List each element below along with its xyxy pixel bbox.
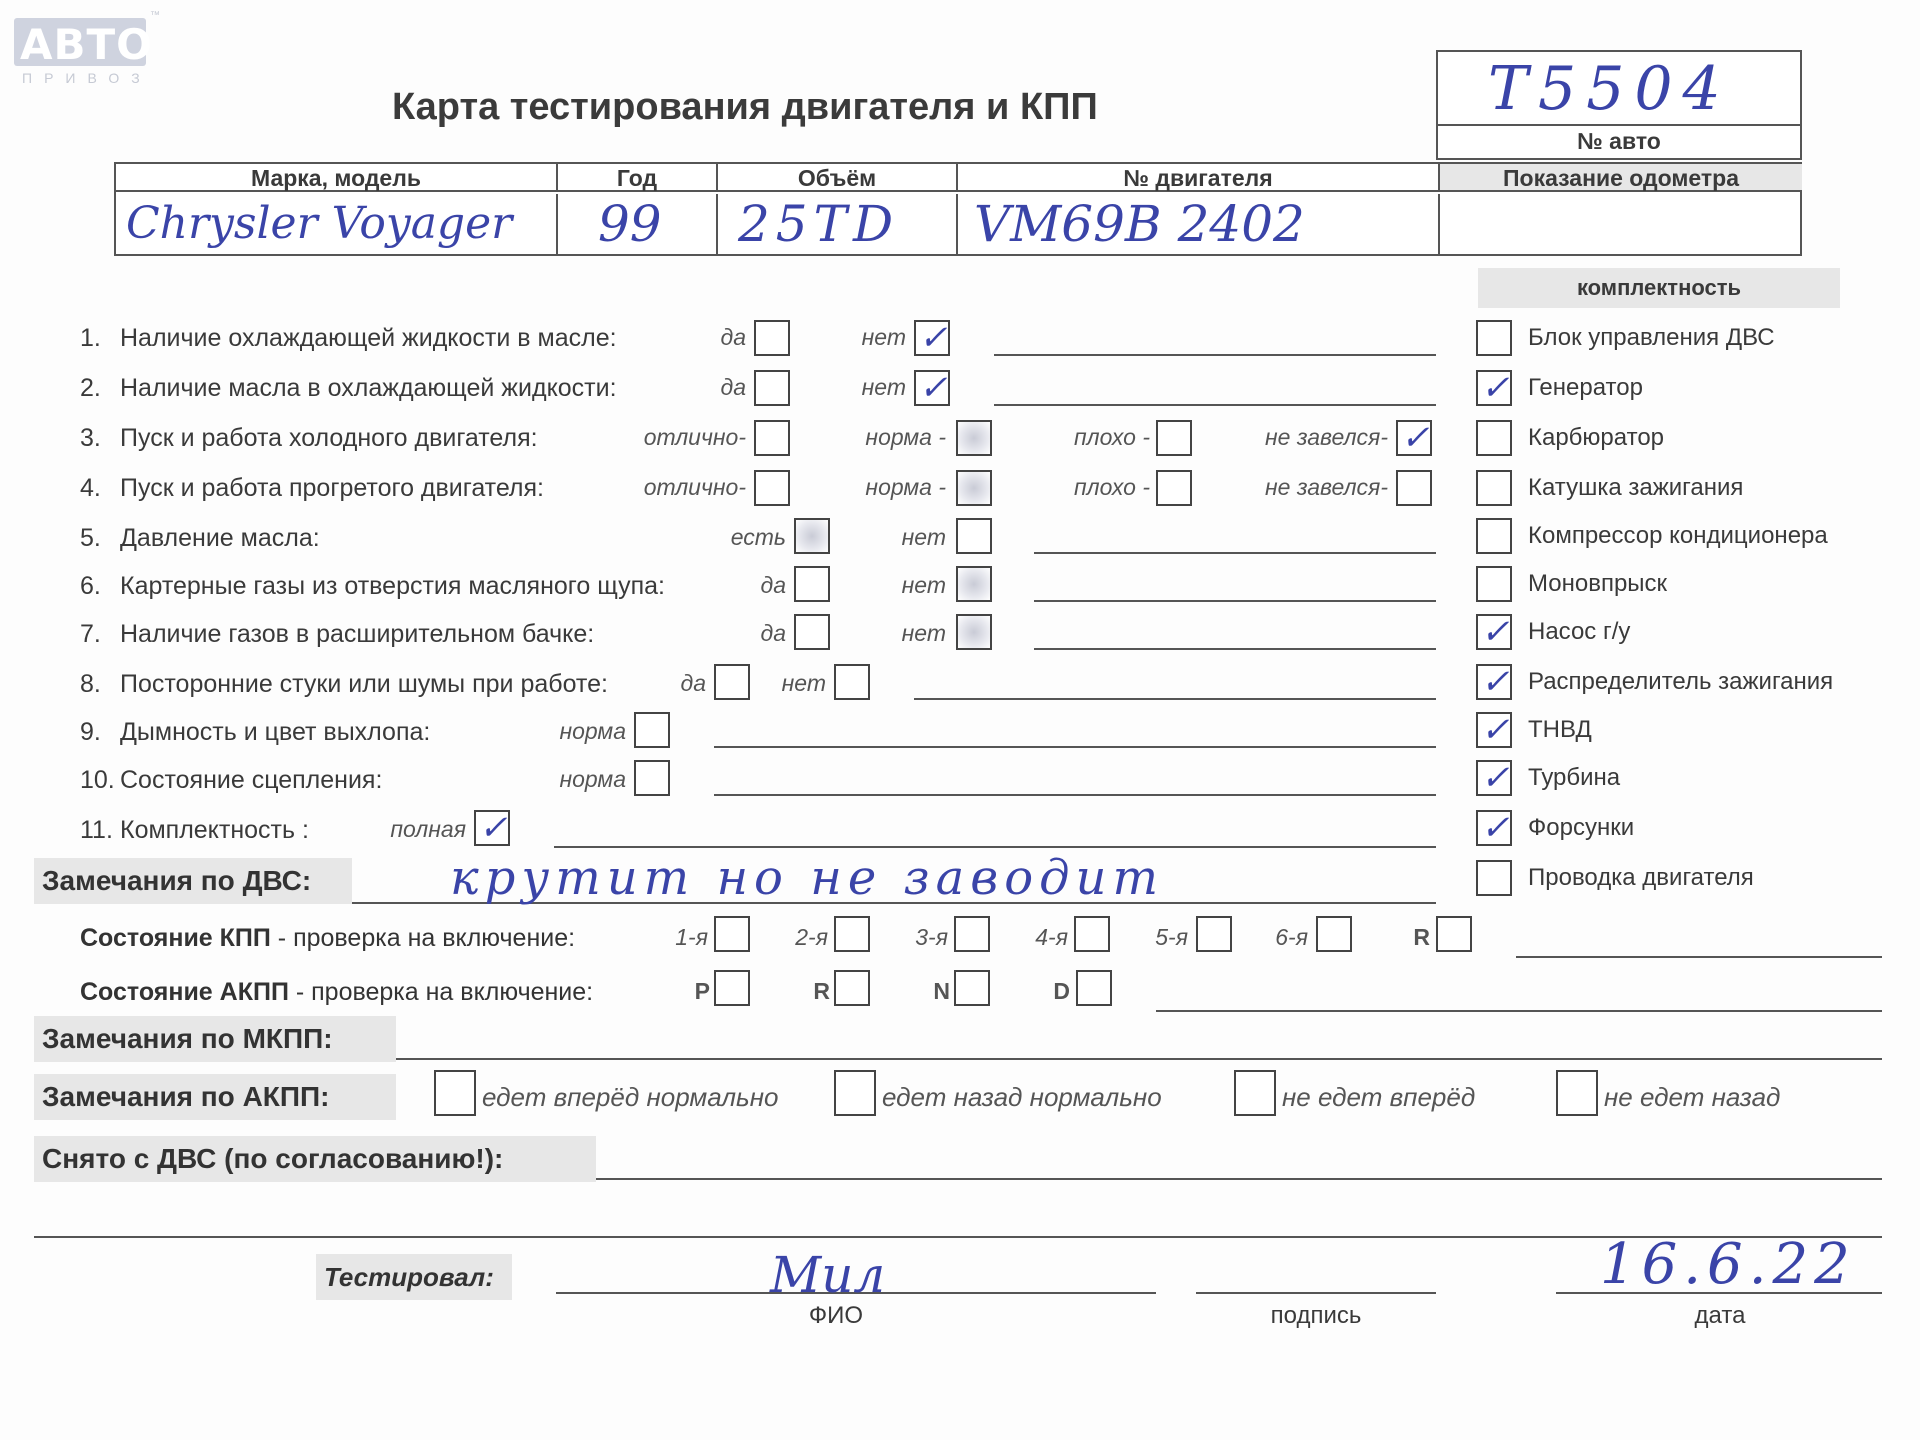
- kpp-label-bold: Состояние КПП: [80, 924, 271, 952]
- kpp-gear-3-checkbox[interactable]: [954, 916, 990, 952]
- kompl-ps-pump-label: Насос г/у: [1528, 618, 1631, 645]
- kpp-gear-5-checkbox[interactable]: [1196, 916, 1232, 952]
- col-volume: Объём: [718, 164, 958, 192]
- volume-value: 25TD: [718, 194, 958, 254]
- q3-opt-normal: норма -: [865, 424, 946, 450]
- car-number-box: [1436, 50, 1802, 160]
- kompl-distributor-label: Распределитель зажигания: [1528, 668, 1834, 695]
- q7-opt-yes: да: [760, 620, 786, 646]
- kompl-ac-compressor-checkbox[interactable]: [1476, 518, 1512, 554]
- kompl-wiring-label: Проводка двигателя: [1528, 864, 1754, 891]
- q1-opt-no: нет: [861, 324, 906, 350]
- kompl-carburetor-label: Карбюратор: [1528, 424, 1665, 451]
- q2-opt-no: нет: [861, 374, 906, 400]
- kompl-tnvd-checkbox[interactable]: [1476, 712, 1512, 748]
- odometer-value: [1440, 194, 1802, 254]
- kpp-gear-4-label: 4-я: [1035, 924, 1068, 950]
- kompl-header: комплектность: [1478, 268, 1840, 308]
- q3-opt-excellent: отлично-: [643, 424, 746, 450]
- q2-opt-yes: да: [720, 374, 746, 400]
- q8-note-line: [914, 698, 1436, 700]
- q3-opt-nostart: не завелся-: [1264, 424, 1388, 450]
- q8-opt-no: нет: [781, 670, 826, 696]
- car-number-line: [1438, 124, 1800, 126]
- kompl-carburetor-checkbox[interactable]: [1476, 420, 1512, 456]
- q6-opt-yes: да: [760, 572, 786, 598]
- q3-normal-checkbox[interactable]: [956, 420, 992, 456]
- check-mark-icon: ✓: [479, 808, 508, 848]
- q4-opt-nostart: не завелся-: [1264, 474, 1388, 500]
- q5-note-line: [1034, 552, 1436, 554]
- kompl-wiring-checkbox[interactable]: [1476, 860, 1512, 896]
- kpp-label: [80, 924, 575, 953]
- kompl-turbo-checkbox[interactable]: [1476, 760, 1512, 796]
- date-value: 16.6.22: [1600, 1232, 1856, 1297]
- q10-opt-normal: норма: [559, 766, 626, 792]
- logo: [14, 18, 153, 86]
- akpp-gear-p-label: P: [694, 978, 710, 1004]
- akpp-label-bold: Состояние АКПП: [80, 978, 289, 1006]
- fio-signature: Мил: [770, 1246, 886, 1304]
- col-year: Год: [558, 164, 718, 192]
- kpp-gear-r-checkbox[interactable]: [1436, 916, 1472, 952]
- akpp-gear-p-checkbox[interactable]: [714, 970, 750, 1006]
- q5-text: Давление масла:: [120, 524, 320, 552]
- q7-opt-no: нет: [901, 620, 946, 646]
- kompl-ignition-coil-checkbox[interactable]: [1476, 470, 1512, 506]
- q1-no-checkbox[interactable]: [914, 320, 950, 356]
- q1-opt-yes: да: [720, 324, 746, 350]
- removed-label: Снято с ДВС (по согласованию!):: [34, 1136, 596, 1182]
- kompl-turbo-label: Турбина: [1528, 764, 1621, 791]
- akpp-backward-ok-checkbox[interactable]: [834, 1070, 876, 1116]
- q4-excellent-checkbox[interactable]: [754, 470, 790, 506]
- q8-number: 8.: [80, 670, 101, 698]
- make-model-value: Chrysler Voyager: [116, 194, 558, 254]
- date-caption: дата: [1694, 1302, 1746, 1329]
- q8-opt-yes: да: [680, 670, 706, 696]
- kompl-generator-label: Генератор: [1528, 374, 1643, 401]
- check-mark-icon: ✓: [1401, 418, 1430, 458]
- logo-main-text: АВТО: [20, 20, 153, 69]
- q11-full-checkbox[interactable]: [474, 810, 510, 846]
- kompl-distributor-checkbox[interactable]: [1476, 664, 1512, 700]
- kompl-ecu-checkbox[interactable]: [1476, 320, 1512, 356]
- kompl-ecu-label: Блок управления ДВС: [1528, 324, 1775, 351]
- kpp-gear-2-label: 2-я: [795, 924, 828, 950]
- q9-normal-checkbox[interactable]: [634, 712, 670, 748]
- q2-note-line: [994, 404, 1436, 406]
- q10-normal-checkbox[interactable]: [634, 760, 670, 796]
- q6-yes-checkbox[interactable]: [794, 566, 830, 602]
- check-mark-icon: ✓: [919, 368, 948, 408]
- q5-yes-checkbox[interactable]: [794, 518, 830, 554]
- q8-text: Посторонние стуки или шумы при работе:: [120, 670, 608, 698]
- q1-yes-checkbox[interactable]: [754, 320, 790, 356]
- kpp-label-rest: - проверка на включение:: [270, 924, 576, 952]
- engine-no-value: VM69B 2402: [958, 194, 1440, 254]
- q6-no-checkbox[interactable]: [956, 566, 992, 602]
- akpp-no-backward-label: не едет назад: [1604, 1082, 1781, 1112]
- kpp-gear-r-label: R: [1413, 924, 1430, 950]
- check-mark-icon: ✓: [1481, 758, 1510, 798]
- q1-number: 1.: [80, 324, 101, 352]
- q1-text: Наличие охлаждающей жидкости в масле:: [120, 324, 617, 352]
- q4-opt-normal: норма -: [865, 474, 946, 500]
- kpp-gear-4-checkbox[interactable]: [1074, 916, 1110, 952]
- q7-text: Наличие газов в расширительном бачке:: [120, 620, 595, 648]
- col-make-model: Марка, модель: [116, 164, 558, 192]
- akpp-no-backward-checkbox[interactable]: [1556, 1070, 1598, 1116]
- remarks-mkpp-label: Замечания по МКПП:: [34, 1016, 396, 1062]
- logo-sub-text: ПРИВОЗ: [22, 70, 152, 86]
- q10-note-line: [714, 794, 1436, 796]
- kpp-gear-5-label: 5-я: [1155, 924, 1188, 950]
- q11-number: 11.: [80, 816, 113, 844]
- q3-opt-bad: плохо -: [1074, 424, 1150, 450]
- q7-yes-checkbox[interactable]: [794, 614, 830, 650]
- q10-number: 10.: [80, 766, 115, 794]
- q11-opt-full: полная: [390, 816, 466, 842]
- col-odometer: Показание одометра: [1440, 164, 1802, 192]
- kpp-gear-3-label: 3-я: [915, 924, 948, 950]
- check-mark-icon: ✓: [1481, 612, 1510, 652]
- q9-text: Дымность и цвет выхлопа:: [120, 718, 431, 746]
- akpp-gear-d-label: D: [1053, 978, 1070, 1004]
- q5-opt-yes: есть: [730, 524, 786, 550]
- akpp-gear-r-label: R: [813, 978, 830, 1004]
- tested-label: Тестировал:: [324, 1262, 494, 1292]
- car-number-label: № авто: [1577, 128, 1661, 154]
- check-mark-icon: ✓: [1481, 662, 1510, 702]
- remarks-dvs-value: крутит но не заводит: [450, 850, 1164, 906]
- akpp-backward-ok-label: едет назад нормально: [882, 1082, 1162, 1112]
- q3-text: Пуск и работа холодного двигателя:: [120, 424, 538, 452]
- q4-nostart-checkbox[interactable]: [1396, 470, 1432, 506]
- q9-number: 9.: [80, 718, 101, 746]
- check-mark-icon: ✓: [1481, 808, 1510, 848]
- kpp-gear-6-label: 6-я: [1275, 924, 1308, 950]
- kompl-ignition-coil-label: Катушка зажигания: [1528, 474, 1744, 501]
- q9-note-line: [714, 746, 1436, 748]
- car-number-value: T5504: [1488, 54, 1731, 124]
- q8-no-checkbox[interactable]: [834, 664, 870, 700]
- q3-excellent-checkbox[interactable]: [754, 420, 790, 456]
- q7-no-checkbox[interactable]: [956, 614, 992, 650]
- kompl-injectors-label: Форсунки: [1528, 814, 1635, 841]
- akpp-note-line: [1156, 1010, 1882, 1012]
- q9-opt-normal: норма: [559, 718, 626, 744]
- q6-opt-no: нет: [901, 572, 946, 598]
- q7-note-line: [1034, 648, 1436, 650]
- vehicle-info-table: [114, 162, 1802, 256]
- check-mark-icon: ✓: [1481, 710, 1510, 750]
- q3-number: 3.: [80, 424, 101, 452]
- q2-number: 2.: [80, 374, 101, 402]
- akpp-label: [80, 978, 593, 1007]
- q11-text: Комплектность :: [120, 816, 309, 844]
- kpp-gear-1-checkbox[interactable]: [714, 916, 750, 952]
- q8-yes-checkbox[interactable]: [714, 664, 750, 700]
- remarks-akpp-label: Замечания по АКПП:: [34, 1074, 396, 1120]
- q2-no-checkbox[interactable]: [914, 370, 950, 406]
- q6-text: Картерные газы из отверстия масляного щупа:: [120, 572, 665, 600]
- col-engine-no: № двигателя: [958, 164, 1440, 192]
- check-mark-icon: ✓: [1481, 368, 1510, 408]
- q4-opt-bad: плохо -: [1074, 474, 1150, 500]
- kompl-tnvd-label: ТНВД: [1528, 716, 1592, 743]
- kpp-note-line: [1516, 956, 1882, 958]
- q6-note-line: [1034, 600, 1436, 602]
- q5-number: 5.: [80, 524, 101, 552]
- q3-bad-checkbox[interactable]: [1156, 420, 1192, 456]
- trademark-mark: ™: [150, 10, 160, 21]
- akpp-gear-n-label: N: [933, 978, 950, 1004]
- q11-note-line: [554, 846, 1436, 848]
- akpp-no-forward-label: не едет вперёд: [1282, 1082, 1476, 1112]
- q2-text: Наличие масла в охлаждающей жидкости:: [120, 374, 617, 402]
- kompl-injectors-checkbox[interactable]: [1476, 810, 1512, 846]
- remarks-dvs-label: Замечания по ДВС:: [34, 858, 352, 904]
- remarks-mkpp-line: [396, 1058, 1882, 1060]
- kompl-generator-checkbox[interactable]: [1476, 370, 1512, 406]
- q7-number: 7.: [80, 620, 101, 648]
- kpp-gear-2-checkbox[interactable]: [834, 916, 870, 952]
- kompl-ac-compressor-label: Компрессор кондиционера: [1528, 522, 1828, 549]
- q10-text: Состояние сцепления:: [120, 766, 383, 794]
- kpp-gear-1-label: 1-я: [675, 924, 708, 950]
- q3-nostart-checkbox[interactable]: [1396, 420, 1432, 456]
- akpp-forward-ok-checkbox[interactable]: [434, 1070, 476, 1116]
- akpp-label-rest: - проверка на включение:: [288, 978, 594, 1006]
- check-mark-icon: ✓: [919, 318, 948, 358]
- akpp-gear-n-checkbox[interactable]: [954, 970, 990, 1006]
- q4-opt-excellent: отлично-: [643, 474, 746, 500]
- year-value: 99: [558, 194, 718, 254]
- q1-note-line: [994, 354, 1436, 356]
- removed-line-1: [596, 1178, 1882, 1180]
- q4-text: Пуск и работа прогретого двигателя:: [120, 474, 544, 502]
- fio-caption: ФИО: [808, 1302, 864, 1329]
- akpp-no-forward-checkbox[interactable]: [1234, 1070, 1276, 1116]
- q5-opt-no: нет: [901, 524, 946, 550]
- akpp-gear-d-checkbox[interactable]: [1076, 970, 1112, 1006]
- signature-line: [1196, 1292, 1436, 1294]
- kompl-monoinjection-label: Моновпрыск: [1528, 570, 1668, 597]
- kompl-ps-pump-checkbox[interactable]: [1476, 614, 1512, 650]
- q4-normal-checkbox[interactable]: [956, 470, 992, 506]
- signature-caption: подпись: [1270, 1302, 1362, 1329]
- q4-number: 4.: [80, 474, 101, 502]
- akpp-forward-ok-label: едет вперёд нормально: [482, 1082, 779, 1112]
- q2-yes-checkbox[interactable]: [754, 370, 790, 406]
- q5-no-checkbox[interactable]: [956, 518, 992, 554]
- kompl-monoinjection-checkbox[interactable]: [1476, 566, 1512, 602]
- kpp-gear-6-checkbox[interactable]: [1316, 916, 1352, 952]
- akpp-gear-r-checkbox[interactable]: [834, 970, 870, 1006]
- q6-number: 6.: [80, 572, 101, 600]
- page-title: Карта тестирования двигателя и КПП: [392, 86, 1098, 128]
- q4-bad-checkbox[interactable]: [1156, 470, 1192, 506]
